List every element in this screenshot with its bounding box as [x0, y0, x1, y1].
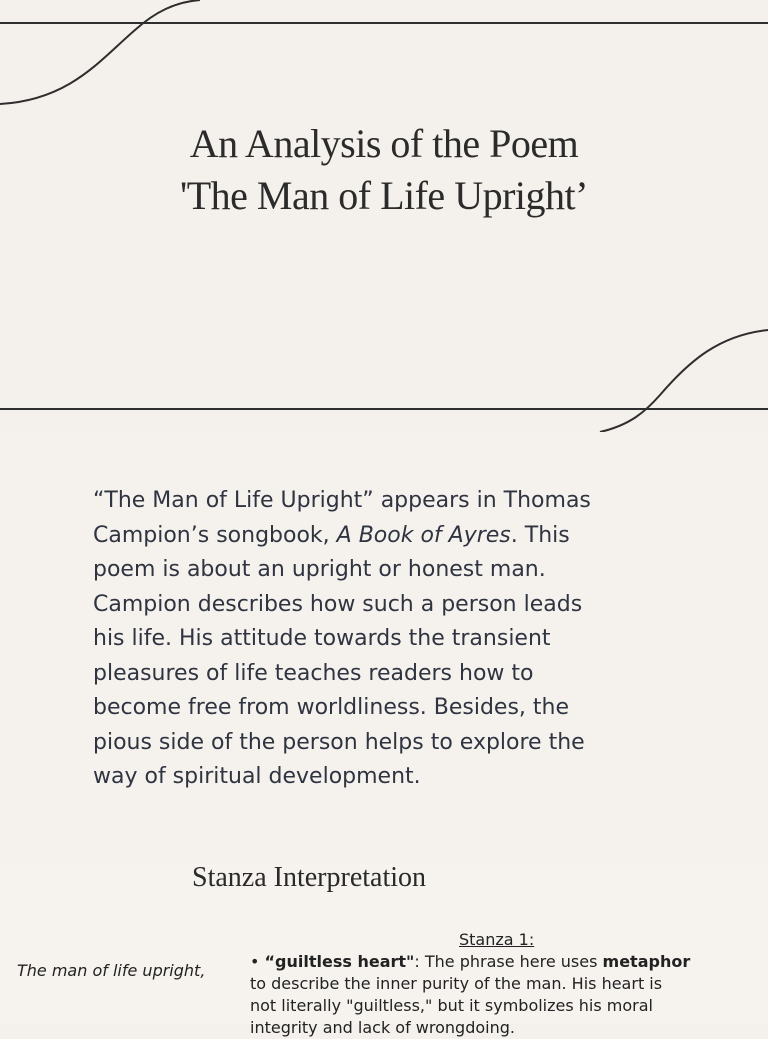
para-text: . This — [510, 522, 570, 548]
interpretation-text — [250, 951, 760, 1039]
interp-line — [250, 951, 760, 973]
bullet: • — [250, 952, 265, 971]
bottom-curve-line — [600, 330, 768, 432]
title-slide — [0, 0, 768, 432]
para-line: pious side of the person helps to explore the — [93, 729, 585, 755]
para-text: Campion’s songbook, — [93, 522, 337, 548]
para-line — [93, 519, 653, 554]
poem-quote: The man of life upright, — [17, 961, 206, 980]
book-title: A Book of Ayres — [336, 522, 511, 548]
stanza-section-title: Stanza Interpretation — [192, 862, 427, 893]
intro-paragraph — [93, 484, 653, 795]
intro-slide — [0, 432, 768, 862]
interp-line: not literally "guiltless," but it symbolizes his moral — [250, 996, 653, 1015]
para-line: pleasures of life teaches readers how to — [93, 660, 534, 686]
top-curve-line — [0, 0, 200, 104]
title-line-2: 'The Man of Life Upright’ — [180, 173, 588, 218]
para-line: poem is about an upright or honest man. — [93, 557, 546, 582]
interp-line: integrity and lack of wrongdoing. — [250, 1018, 515, 1037]
stanza-heading: Stanza 1: — [459, 930, 535, 949]
stanza-slide — [0, 862, 768, 1037]
interp-line: to describe the inner purity of the man. His heart is — [250, 974, 663, 993]
para-line: “The Man of Life Upright” appears in Thomas — [93, 488, 591, 513]
slide-title — [0, 118, 768, 222]
para-line: become free from worldliness. Besides, the — [93, 695, 570, 720]
key-phrase: “guiltless heart" — [264, 952, 415, 971]
interp-text: : The phrase here uses — [414, 952, 603, 971]
para-line: Campion describes how such a person leads — [93, 591, 583, 617]
title-line-1: An Analysis of the Poem — [189, 121, 579, 166]
literary-device: metaphor — [602, 952, 691, 971]
para-line: way of spiritual development. — [93, 764, 421, 789]
para-line: his life. His attitude towards the transient — [93, 626, 551, 651]
